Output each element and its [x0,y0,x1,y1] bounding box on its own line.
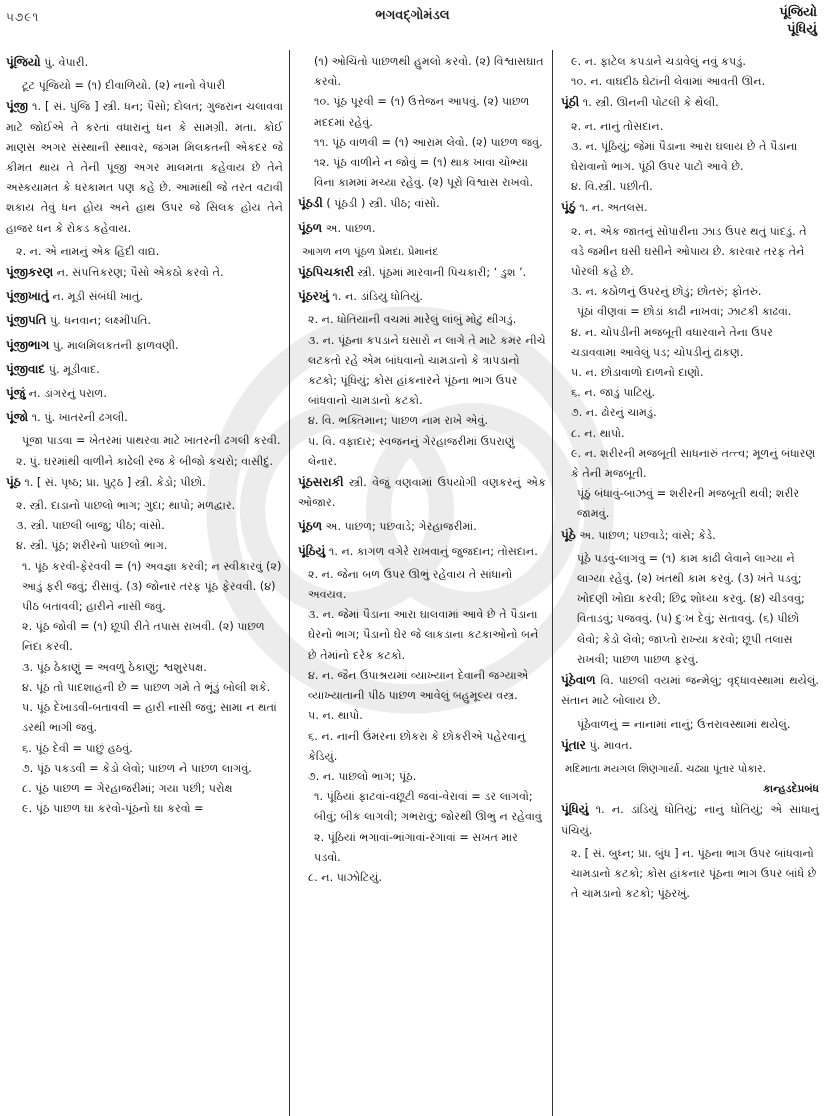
entry-text: પું. ધનવાન; લક્ષ્મીપતિ. [46,314,152,328]
definition-line [298,787,546,827]
entry-text: કાન્હડદેપ્રબંધ [763,783,819,796]
definition-line [298,92,546,132]
entry-text: પૂંઠેવાળનું = નાનામાં નાનું; ઉત્તરાવસ્થામાં થયેલું. [577,717,791,731]
entry-text: ૫. ન. છોડાવાળો દાળનો દાણો. [571,366,704,380]
entry-text: પૂંઠાં વીણવાં = છોડાં કાઢી નાખવાં; ઝાટકી કાઢવાં. [577,305,792,319]
headword: પૂંજો [6,410,29,425]
column-1 [0,50,290,1116]
definition-line [298,331,546,412]
entry-text: ન. સંપત્તિકરણ; પૈસો એકઠો કરવો તે. [53,266,224,280]
entry-text: ૪. ન. ચોપડીની મજબૂતી વધારવાને તેના ઉપર ચડાવવામા આવેલું પડ; ચોપડીનું ઢાંકણ. [571,325,773,359]
definition-line [6,557,283,618]
headword: પૂંઠસરાકી [298,475,344,490]
definition-line [298,153,546,193]
definition-line [561,383,819,403]
dictionary-entry [561,799,819,840]
headword: પૂંજીવાદ [6,361,46,376]
entry-text: ૮. ન. પાઝોટિયું. [308,870,382,884]
entry-text: ૯. ન. ફાટેલ કપડાને ચડાવેલું નવું કપડું. [571,55,746,68]
definition-line [298,666,546,706]
definition-line [561,444,819,484]
entry-text: સ્ત્રી. પૂંઠમાં મારવાની પિચકારી; ‘ ડુશ ’. [353,266,527,280]
definition-line [561,715,819,735]
entry-text: ૪. પૂંઠ તો પાદશાહની છે = પાછળ ગમે તે ભૂંડું બોલી શકે. [22,680,271,694]
dictionary-entry [561,670,819,711]
entry-text: ૧. પૂંઠ કરવી-ફેરવવી = (૧) અવજ્ઞા કરવી; ન સ્વીકારવું (૨) આડું ફરી જવું; રીસાવું. (૩) જોનાર તરફ પૂંઠ ફેરવવી. (૪) પીઠ બતાવવી; હારીને નાસી જવું. [22,559,282,614]
entry-text: ૧. ન. ડાંડિયું ધોતિયું; નાનું ધોતિયું; એ સાંધાનું પંચિયું. [561,803,819,837]
headword: પૂંઠડી [298,196,323,211]
definition-line [561,302,819,322]
dictionary-entry [6,383,283,404]
entry-text: ૫. ન. થાપો. [308,709,363,723]
dictionary-entry [6,96,283,238]
entry-text: ૧૨. પૂંઠ વાળીને ન જોવું = (૧) થાક ખાવા ચોભ્યા વિના કામમાં મચ્યા રહેવું. (૨) પૂરો વિશ્વાસ રાખવો. [314,156,534,190]
definition-line [561,484,819,524]
entry-text: પૂંજા પાડવા = ખેતરમાં પાથરવા માટે ખાતરની ઢગલી કરવી. [22,434,281,448]
entry-text: ૧. ન. કાગળ વગેરે રાખવાનું જુજદાન; તોસદાન. [325,544,538,558]
dictionary-entry [6,407,283,428]
headword: પૂંઠું [561,200,576,215]
definition-line [561,549,819,670]
entry-text: ૩. ન. જેમાં પૈડાના આરા ઘાલવામાં આવે છે તે પૈડાના ઘેરનો ભાગ; પૈડાનો ઘેર જે લાકડાના કટકાઓનો બને છે તેમાંનો દરેક કટકો. [308,608,539,662]
entry-text: ૩. ન. કઠોળનું ઉપરનું છોડું; છોતરું; ફોતરું. [571,285,762,299]
definition-line [6,242,283,262]
headword: પૂંજીભાગ [6,337,50,352]
definition-line [561,844,819,905]
definition-line [561,137,819,177]
entry-text: ૧. ન. ડાંડિયું ધોતિયું. [328,290,423,304]
citation [561,779,819,799]
definition-line [6,76,283,96]
dictionary-entry [6,472,283,493]
definition-line [298,727,546,767]
dictionary-entry [561,525,819,546]
dictionary-entry [6,310,283,331]
definition-line [561,117,819,137]
definition-line [298,432,546,472]
entry-text: ૨. ન. એક જાતનું સોપારીના ઝાડ ઉપર થતું પાંદડું. તે વડે જમીન ઘસી ઘસીને ઓપાય છે. કારવાર તરફ તેને પોરલી કહે છે. [571,224,807,279]
entry-text: ૫. વિ. વફાદાર; સ્વજનનું ગેરહાજરીમાં ઉપરાણું લેનાર. [308,434,515,468]
entry-text: ૪. ન. જૈન ઉપાશ્રયમાં વ્યાખ્યાન દેવાની જગ્યાએ વ્યાખ્યાતાની પીઠ પાછળ આવેલું બહુમૂલ્ય વસ્ત્ર. [308,668,529,703]
definition-line [561,363,819,383]
definition-line [561,424,819,444]
entry-text: ૬. ન. નાની ઉંમરના છોકરા કે છોકરીએ પહેરવાનું કેડિયું. [308,729,526,763]
definition-line [6,452,283,472]
definition-line [298,828,546,868]
headword: પૂંઠપિચકારી [298,265,354,280]
entry-text: ૨. [ સં. બુધ્ન; પ્રા. બુંધ ] ન. પૂંઠના ભાગ ઉપર બાંધવાનો ચામડાનો કટકો; કોસ હાંકનાર પૂંઠના ભાગ ઉપર બાંધે છે તે ચામડાનો કટકો; પૂંઠરખું. [571,846,817,901]
entry-text: ૮. ન. થાપો. [571,426,625,440]
dictionary-entry [298,516,546,537]
definition-line [561,177,819,197]
dictionary-entry [298,286,546,307]
definition-line [6,759,283,779]
definition-line [298,767,546,787]
entry-text: ૧. પું. ખાતરની ઢગલી. [28,411,128,425]
entry-text: ૨. સ્ત્રી. દાડાનો પાછલો ભાગ; ગુદા; થાપો; મળદ્વાર. [16,499,236,513]
definition-line [298,242,546,262]
entry-text: ૧૦. પૂંઠ પૂરવી = (૧) ઉત્તેજન આપવું. (૨) પાછળ મદદમાં રહેવું. [314,95,530,129]
column-2 [290,50,553,1116]
headword: પૂંજી [6,99,29,114]
definition-line [6,496,283,516]
headword: પૂંઠી [561,95,580,110]
entry-text: ૨. ન. એ નામનું એક હિંદી વાદ્ય. [16,244,160,258]
dictionary-entry [298,193,546,214]
page-header [0,0,825,50]
entry-text: ૨. ન. જેના બળ ઉપર ઊભું રહેવાય તે સાંધાનો અવયવ. [308,567,513,602]
entry-text: ટૂટ પૂંજિયો = (૧) દીવાળિયો. (૨) નાનો વેપારી [22,79,226,93]
definition-line [561,759,819,779]
definition-line [298,310,546,330]
definition-line [298,52,546,92]
guide-word-first: પૂંજિયો [779,5,817,20]
headword: પૂંઠિયું [298,543,326,558]
entry-text: આગળ નળ પૂંઠળ પ્રેમદા. પ્રેમાનંદ [302,245,439,258]
entry-text: ૯. પૂંઠ પાછળ ઘા કરવો-પૂંઠનો ઘા કરવો = [22,802,204,816]
definition-line [6,431,283,451]
entry-text: ૨. પૂંઠિયાં ભગાવાં-ભાંગાવાં-રંગાવાં = સખત માર પડવો. [314,830,518,864]
entry-text: ( પૂંઠડી ) સ્ત્રી. પીઠ; વાંસો. [322,197,440,211]
entry-text: ૩. ન. પૂંઠિયું; જેમાં પૈડાના આરા ઘલાય છે તે પૈડાના ઘેરાવાનો ભાગ. પૂંઠી ઉપર પાટો આવે છે. [571,139,798,174]
definition-line [6,516,283,536]
headword: પૂંઠ [6,474,21,489]
running-title: ભગવદ્ગોમંડલ [375,8,450,23]
entry-text: ૧. [ સં. પુંજિ ] સ્ત્રી. ધન; પૈસો; દોલત; ગુજરાન ચલાવવા માટે જોઈએ તે કરતાં વધારાનું ધન કે સામગ્રી. મતા. કોઈ માણસ અગર સંસ્થાની સ્થાવર, જંગમ મિલકતની એકંદર જે કીમત થાય તે તેની પૂંજી અગર માલમતા કહેવાય છે તેને અસ્કયામત કે ધરકામત પણ કહે છે. આમાંથી જે તરત વટાવી શકાય તેવું ધન હોય અને હાથ ઉપર જે સિલક હોય તેને હાજર ધન કે રોકડ કહેવાય. [6,100,283,235]
headword: પૂંજું [6,386,26,401]
definition-line [298,411,546,431]
entry-text: ૭. ન. ઢોરનું ચામડું. [571,406,657,420]
entry-text: ન. ડાંગરનું પરાળ. [25,387,107,401]
entry-text: ૪. સ્ત્રી. પૂંઠ; શરીરનો પાછલો ભાગ. [16,539,168,553]
definition-line [561,323,819,363]
dictionary-entry [561,735,819,756]
entry-text: વિ. પાછલી વયમાં જન્મેલું; વૃદ્ધાવસ્થામાં થયેલું. સંતાન માટે બોલાય છે. [561,674,819,708]
entry-text: ૨. પૂંઠ જોવી = (૧) છૂપી રીતે તપાસ રાખવી. (૨) પાછળ નિંદા કરવી. [22,620,265,654]
definition-line [298,133,546,153]
definition-line [561,282,819,302]
definition-line [561,52,819,72]
definition-line [6,536,283,556]
dictionary-entry [298,472,546,513]
dictionary-entry [6,359,283,380]
entry-text: ૩. ન. પૂંઠના કપડાને ઘસારો ન લાગે તે માટે કમર નીચે લટકતો રહે એમ બાંધવાનો ચામડાનો કે ત્રાપડાનો કટકો; પૂંધિયું; કોસ હાંકનારને પૂંઠના ભાગ ઉપર બાંધવાનો ચામડાનો કટકો. [308,333,546,408]
dictionary-entry [6,335,283,356]
dictionary-entry [6,52,283,73]
entry-text: પૂંઠે પડવું-લાગવું = (૧) કામ કાઢી લેવાને લાગ્યા ને લાગ્યા રહેવું. (૨) ખંતથી કામ કરવું. (૩) ખંતે પડવું; ખોદણી ખોદ્યા કરવી; છિદ્ર શોધ્યા કરવું. (૪) ચીડવવું; વિતાડવું; પજવવું. (૫) દુઃખ દેવું; સતાવવું. (૬) પીછો લેવો; કેડો લેવો; જાપ્તો રાખ્યા કરવો; છૂપી તલાસ રાખવી; પાછળ પાછળ ફરવું. [577,551,805,666]
entry-text: ૧૧. પૂંઠ વાળવી = (૧) આરામ લેવો. (૨) પાછળ જવું. [314,135,543,149]
entry-text: પું. માવત. [585,738,633,752]
definition-line [298,565,546,605]
entry-text: (૧) ઓચિંતો પાછળથી હુમલો કરવો. (૨) વિશ્વાસઘાત કરવો. [314,55,544,89]
dictionary-entry [6,262,283,283]
entry-text: ૨. પું. ઘરમાંથી વાળીને કાઢેલી રજ કે બીજો કચરો; વાસીદું. [16,454,274,468]
headword: પૂંઠળ [298,519,323,534]
dictionary-entry [298,262,546,283]
entry-text: પું. મૂડીવાદ. [45,362,100,376]
entry-text: ૧. સ્ત્રી. ઊનની પોટલી કે થેલી. [579,96,719,110]
headword: પૂંઠરખું [298,289,329,304]
dictionary-columns [0,50,825,1116]
entry-text: અ. પાછળ. [322,221,376,235]
headword: પૂંઠે [561,527,576,542]
entry-text: ૪. વિ.સ્ત્રી. પછીતી. [571,180,653,194]
definition-line [298,706,546,726]
entry-text: ૬. પૂંઠ દેવી = પાછું હઠવું. [22,741,133,755]
definition-line [6,678,283,698]
dictionary-entry [561,197,819,218]
entry-text: ૬. ન. જાડું પાટિયું. [571,386,656,400]
entry-text: ૨. ન. નાનું તોસદાન. [571,119,664,133]
entry-text: સ્ત્રી. વેજું વણવામાં ઉપયોગી વણકરનું એક ઓજાર. [298,476,546,510]
headword: પૂંઠેવાળ [561,673,596,688]
definition-line [298,605,546,666]
dictionary-entry [561,92,819,113]
headword: પૂંતાર [561,737,586,752]
definition-line [6,779,283,799]
entry-text: ૯. ન. શરીરની મજબૂતી સાધનારું તત્ત્વ; મૂળનું બંધારણ કે તેની મજબૂતી. [571,446,816,481]
headword: પૂંજીપતિ [6,313,47,328]
entry-text: અ. પાછળ; પછવાડે; વાંસે; કેડે. [575,528,716,542]
entry-text: ૨. ન. ધોતિયાની વચમાં મારેલું લાંબું મોટું થીગડું. [308,313,517,327]
guide-words [779,4,817,38]
definition-line [6,799,283,819]
entry-text: પૂંઠું બંધાવું-બાઝવું = શરીરની મજબૂતી થવી; શરીર જામવું. [577,487,800,521]
definition-line [6,739,283,759]
dictionary-entry [298,218,546,239]
guide-word-last: પૂંધિયું [787,22,817,37]
entry-text: ૫. પૂંઠ દેખાડવી-બતાવવી = હારી નાસી જવું; સામા ન થતાં ડરથી ભાગી જવું. [22,701,277,735]
definition-line [6,617,283,657]
definition-line [561,403,819,423]
headword: પૂંજીખાતું [6,289,49,304]
entry-text: ૧૦. ન. વાઘદીઠ ઘેટાંની લેવામાં આવતી ઊન. [571,75,766,89]
entry-text: ૮. પૂંઠ પાછળ = ગેરહાજરીમાં; ગયા પછી; પરોક્ષ [22,781,233,795]
entry-text: અ. પાછળ; પછવાડે; ગેરહાજરીમાં. [322,520,477,534]
headword: પૂંધિયું [561,802,589,817]
definition-line [561,72,819,92]
entry-text: ૧. ન. અતલસ. [575,201,648,215]
entry-text: ૪. વિ. ભક્તિમાન; પાછળ નામ રાખે એવું. [308,414,488,428]
headword: પૂંજીકરણ [6,265,54,280]
entry-text: ૭. ન. પાછલો ભાગ; પૂંઠ. [308,769,417,783]
entry-text: મદિમાતા મયગલ શિણગાર્યા. ચઢ્યા પૂંતાર પોકાર. [565,762,766,775]
definition-line [561,222,819,283]
definition-line [6,698,283,738]
entry-text: ૩. પૂંઠ ઠેકાણું = અવળું ઠેકાણું; શ્વશુરપક્ષ. [22,660,207,674]
definition-line [6,658,283,678]
entry-text: પું. વેપારી. [40,56,89,69]
entry-text: ૭. પૂંઠ પકડવી = કેડો લેવો; પાછળ ને પાછળ લાગવું. [22,761,252,775]
headword: પૂંજિયો [6,55,41,69]
entry-text: પું. માલમિલકતની ફાળવણી. [49,338,179,352]
headword: પૂંઠળ [298,220,323,235]
page-number: ૫૭૯૧ [6,10,40,24]
entry-text: ૩. સ્ત્રી. પાછલી બાજુ; પીઠ; વાંસો. [16,519,165,533]
dictionary-entry [298,541,546,562]
dictionary-entry [6,286,283,307]
entry-text: ન. મૂડી સંબંધી ખાતું. [48,290,144,304]
definition-line [298,868,546,888]
entry-text: ૧. પૂંઠિયાં ફાટવાં-વછૂટી જવાં-વેરાવાં = ડર લાગવો; બીવું; બીક લાગવી; ગભરાવું; જોરથી ઊભું ન રહેવાવું [314,790,542,824]
column-3 [553,50,825,1116]
entry-text: ૧. [ સં. પૃષ્ઠ; પ્રા. પુટ્ઠ ] સ્ત્રી. કેડો; પીછો. [20,475,206,489]
